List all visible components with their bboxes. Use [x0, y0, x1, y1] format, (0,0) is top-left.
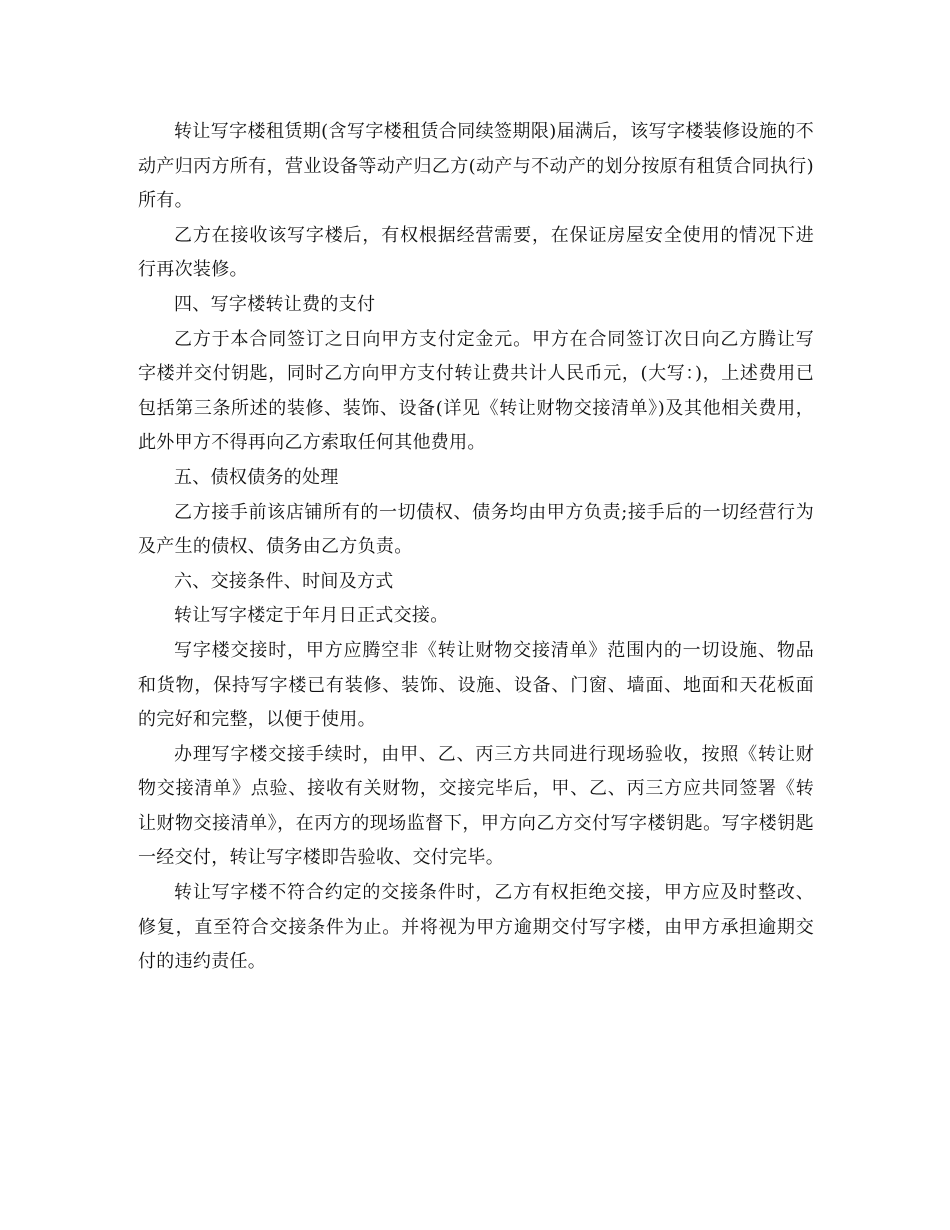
paragraph-renovation-right: 乙方在接收该写字楼后，有权根据经营需要，在保证房屋安全使用的情况下进行再次装修。 — [138, 224, 814, 281]
paragraph-handover-condition: 写字楼交接时，甲方应腾空非《转让财物交接清单》范围内的一切设施、物品和货物，保持写字楼已有装修、装饰、设施、设备、门窗、墙面、地面和天花板面的完好和完整，以便于使用。 — [138, 639, 814, 731]
section-heading-debts: 五、债权债务的处理 — [174, 466, 339, 488]
paragraph-lease-expiry: 转让写字楼租赁期(含写字楼租赁合同续签期限)届满后，该写字楼装修设施的不动产归丙方所有，营业设备等动产归乙方(动产与不动产的划分按原有租赁合同执行)所有。 — [138, 121, 814, 212]
paragraph-debts-terms: 乙方接手前该店铺所有的一切债权、债务均由甲方负责;接手后的一切经营行为及产生的债权、债务由乙方负责。 — [138, 501, 814, 558]
section-heading-payment: 四、写字楼转让费的支付 — [174, 293, 376, 315]
paragraph-handover-date: 转让写字楼定于年月日正式交接。 — [174, 605, 449, 627]
paragraph-handover-procedure: 办理写字楼交接手续时，由甲、乙、丙三方共同进行现场验收，按照《转让财物交接清单》点验、接收有关财物，交接完毕后，甲、乙、丙三方应共同签署《转让财物交接清单》，在丙方的现场监督下，甲方向乙方交付写字楼钥匙。写字楼钥匙一经交付，转让写字楼即告验收、交付完毕。 — [138, 743, 814, 869]
paragraph-handover-breach: 转让写字楼不符合约定的交接条件时，乙方有权拒绝交接，甲方应及时整改、修复，直至符合交接条件为止。并将视为甲方逾期交付写字楼，由甲方承担逾期交付的违约责任。 — [138, 882, 814, 973]
section-heading-handover: 六、交接条件、时间及方式 — [174, 570, 394, 592]
document-body — [138, 115, 814, 980]
paragraph-payment-terms: 乙方于本合同签订之日向甲方支付定金元。甲方在合同签订次日向乙方腾让写字楼并交付钥匙，同时乙方向甲方支付转让费共计人民币元，(大写：)，上述费用已包括第三条所述的装修、装饰、设备(详见《转让财物交接清单》)及其他相关费用，此外甲方不得再向乙方索取任何其他费用。 — [138, 328, 814, 454]
